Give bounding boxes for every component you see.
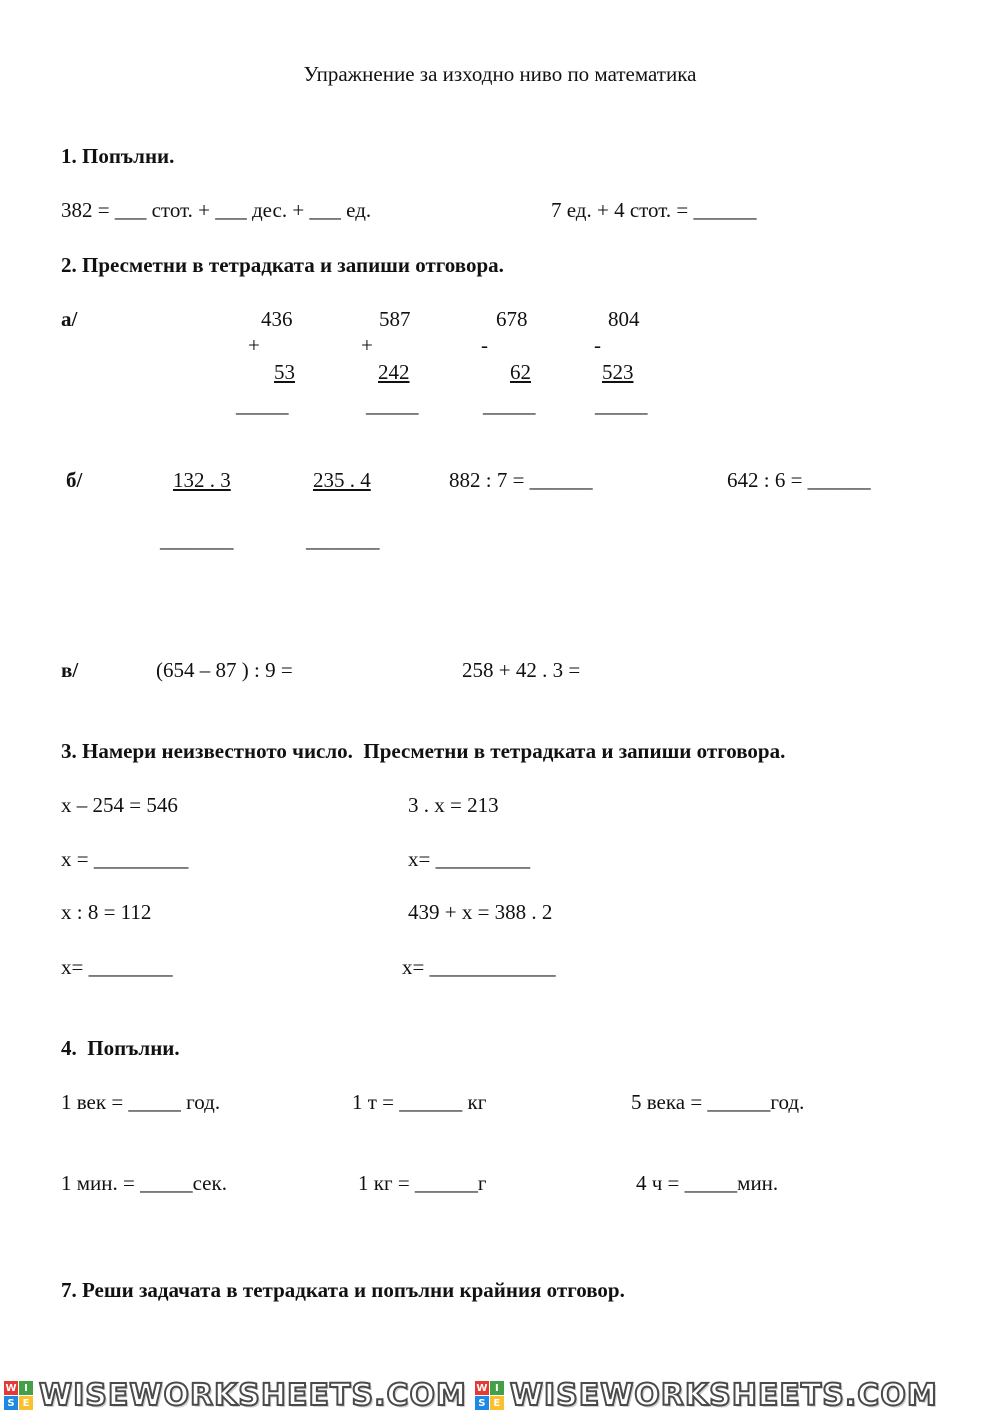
equation-2-answer: x= _________: [408, 847, 531, 871]
column-addition-2-operator: +: [361, 333, 373, 357]
expression-1: (654 – 87 ) : 9 =: [156, 658, 293, 682]
column-addition-1-answer-line: _____: [236, 393, 289, 417]
conversion-hours-minutes: 4 ч = _____мин.: [636, 1171, 779, 1195]
column-addition-2-bottom: 242: [378, 360, 410, 384]
task2-part-a-label: а/: [61, 307, 78, 331]
column-subtraction-2-top: 804: [608, 307, 640, 331]
equation-1: x – 254 = 546: [61, 793, 178, 817]
column-subtraction-1-operator: -: [481, 333, 488, 357]
wiseworksheets-wordmark: WISEWORKSHEETS.COM: [509, 1378, 938, 1413]
task3-heading: 3. Намери неизвестното число. Пресметни в тетрадката и запиши отговора.: [61, 739, 786, 763]
conversion-centuries-years: 5 века = ______год.: [631, 1090, 805, 1114]
column-addition-1-operator: +: [248, 333, 260, 357]
multiplication-2-answer-line: _______: [306, 528, 380, 552]
column-subtraction-1-bottom: 62: [510, 360, 531, 384]
column-subtraction-1-top: 678: [496, 307, 528, 331]
task1-heading: 1. Попълни.: [61, 144, 175, 168]
wiseworksheets-wordmark: WISEWORKSHEETS.COM: [39, 1378, 467, 1413]
equation-1-answer: x = _________: [61, 847, 189, 871]
wiseworksheets-watermark: [0, 1378, 1000, 1413]
task2-part-b-label: б/: [66, 468, 83, 492]
conversion-kg-grams: 1 кг = ______г: [358, 1171, 487, 1195]
task2-heading: 2. Пресметни в тетрадката и запиши отговора.: [61, 253, 504, 277]
division-2: 642 : 6 = ______: [727, 468, 871, 492]
multiplication-1-answer-line: _______: [160, 528, 234, 552]
expression-2: 258 + 42 . 3 =: [462, 658, 581, 682]
wiseworksheets-logo-icon: W I S E: [4, 1381, 33, 1410]
equation-2: 3 . x = 213: [408, 793, 499, 817]
column-subtraction-2-answer-line: _____: [595, 393, 648, 417]
conversion-minute-seconds: 1 мин. = _____сек.: [61, 1171, 227, 1195]
multiplication-2: 235 . 4: [313, 468, 371, 492]
equation-4: 439 + x = 388 . 2: [408, 900, 553, 924]
task1-compose-number-exercise: 7 ед. + 4 стот. = ______: [551, 198, 757, 222]
task4-heading: 4. Попълни.: [61, 1036, 180, 1060]
page-title: Упражнение за изходно ниво по математика: [303, 62, 697, 86]
column-addition-2-top: 587: [379, 307, 411, 331]
column-subtraction-1-answer-line: _____: [483, 393, 536, 417]
task7-heading: 7. Реши задачата в тетрадката и попълни крайния отговор.: [61, 1278, 625, 1302]
conversion-century-years: 1 век = _____ год.: [61, 1090, 221, 1114]
multiplication-1: 132 . 3: [173, 468, 231, 492]
conversion-ton-kg: 1 т = ______ кг: [352, 1090, 487, 1114]
column-subtraction-2-bottom: 523: [602, 360, 634, 384]
column-subtraction-2-operator: -: [594, 333, 601, 357]
column-addition-2-answer-line: _____: [366, 393, 419, 417]
task1-place-value-exercise: 382 = ___ стот. + ___ дес. + ___ ед.: [61, 198, 372, 222]
column-addition-1-top: 436: [261, 307, 293, 331]
equation-4-answer: x= ____________: [402, 955, 556, 979]
equation-3-answer: x= ________: [61, 955, 173, 979]
equation-3: x : 8 = 112: [61, 900, 152, 924]
column-addition-1-bottom: 53: [274, 360, 295, 384]
wiseworksheets-logo-icon: W I S E: [475, 1381, 504, 1410]
task2-part-v-label: в/: [61, 658, 79, 682]
division-1: 882 : 7 = ______: [449, 468, 593, 492]
